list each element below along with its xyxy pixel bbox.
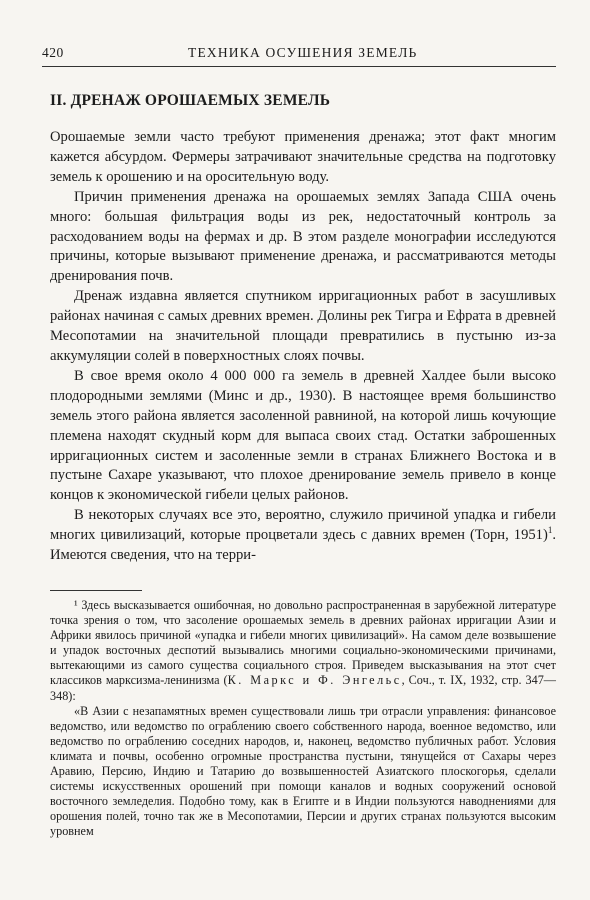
footnote-authors: К. Маркс и Ф. Энгельс bbox=[227, 673, 402, 688]
paragraph: Орошаемые земли часто требуют применения дренажа; этот факт многим кажется абсурдом. Фермеры затрачивают значительные средства на подготовку земель к орошению и на оросительную воду. bbox=[50, 129, 556, 185]
paragraph bbox=[50, 506, 556, 566]
footnote-quote: «В Азии с незапамятных времен существовали лишь три отрасли управления: финансовое ведомство, или ведомство по ограблению своего собственного народа, военное ведомство, или ведомство по ограблению соседних народов, и, наконец, ведомство публичных работ. Условия климата и почвы, особенно огромные пространства пустыни, тянущейся от Сахары через Аравию, Персию, Индию и Татарию до возвышенностей Азиатского плоскогорья, сделали системы искусственных орошений при помощи каналов и водных сооружений основой восточного земледелия. Подобно тому, как в Египте и в Индии пользуются наводнениями для орошения полей, точно так же в Месопотамии, Персии и других странах пользуются высоким уровнем bbox=[50, 703, 556, 839]
footnote-marker[interactable]: 1 bbox=[547, 525, 553, 536]
footnote-rule bbox=[50, 590, 142, 591]
paragraph-text: В некоторых случаях все это, вероятно, служило причиной упадка и гибели многих цивилизаций, которые процветали здесь с давних времен (Торн, 1951) bbox=[50, 507, 556, 544]
paragraph-text: . Имеются сведения, что на терри- bbox=[50, 527, 556, 564]
main-text bbox=[50, 128, 556, 566]
footnote-text: ¹ Здесь высказывается ошибочная, но довольно распространенная в зарубежной литературе точка зрения о том, что засоление орошаемых земель в древних районах ирригации Азии и Африки явилось причиной «упадка и гибели многих цивилизаций». На самом деле возвышение и упадок восточных деспотий вызывались многими социально-экономическими причинами, вытекающими из самого существа социального строя. Приведем высказывания на этот счет классиков марксизма-ленинизма ( bbox=[50, 598, 556, 688]
paragraph: Причин применения дренажа на орошаемых землях Запада США очень много: большая фильтрация воды из рек, недостаточный контроль за расходованием воды на фермах и др. В этом разделе монографии исследуются причины, которые вызывают применение дренажа, и рассматриваются методы дренирования почв. bbox=[50, 188, 556, 285]
footnote-text: , Соч., т. IX, 1932, стр. 347—348): bbox=[50, 673, 556, 703]
header-rule bbox=[42, 66, 556, 67]
paragraph: Дренаж издавна является спутником ирригационных работ в засушливых районах начиная с самых древних времен. Долины рек Тигра и Ефрата в древней Месопотамии на значительной площади превратились в пустыню из-за аккумуляции солей в поверхностных слоях почвы. bbox=[50, 288, 556, 364]
section-title: II. ДРЕНАЖ ОРОШАЕМЫХ ЗЕМЕЛЬ bbox=[50, 92, 331, 109]
footnote bbox=[50, 598, 556, 840]
page-number: 420 bbox=[42, 45, 64, 60]
footnote-paragraph bbox=[50, 598, 556, 704]
paragraph: В свое время около 4 000 000 га земель в древней Халдее были высоко плодородными землями (Минс и др., 1930). В настоящее время большинство земель этого района является засоленной равниной, на которой лишь кочующие племена находят скудный корм для выпаса своих стад. Остатки заброшенных ирригационных систем и засоленные земли в странах Ближнего Востока и в пустыне Сахаре указывают, что плохое дренирование земель привело в конце концов к экономической гибели целых районов. bbox=[50, 367, 556, 504]
running-title: ТЕХНИКА ОСУШЕНИЯ ЗЕМЕЛЬ bbox=[188, 45, 418, 60]
